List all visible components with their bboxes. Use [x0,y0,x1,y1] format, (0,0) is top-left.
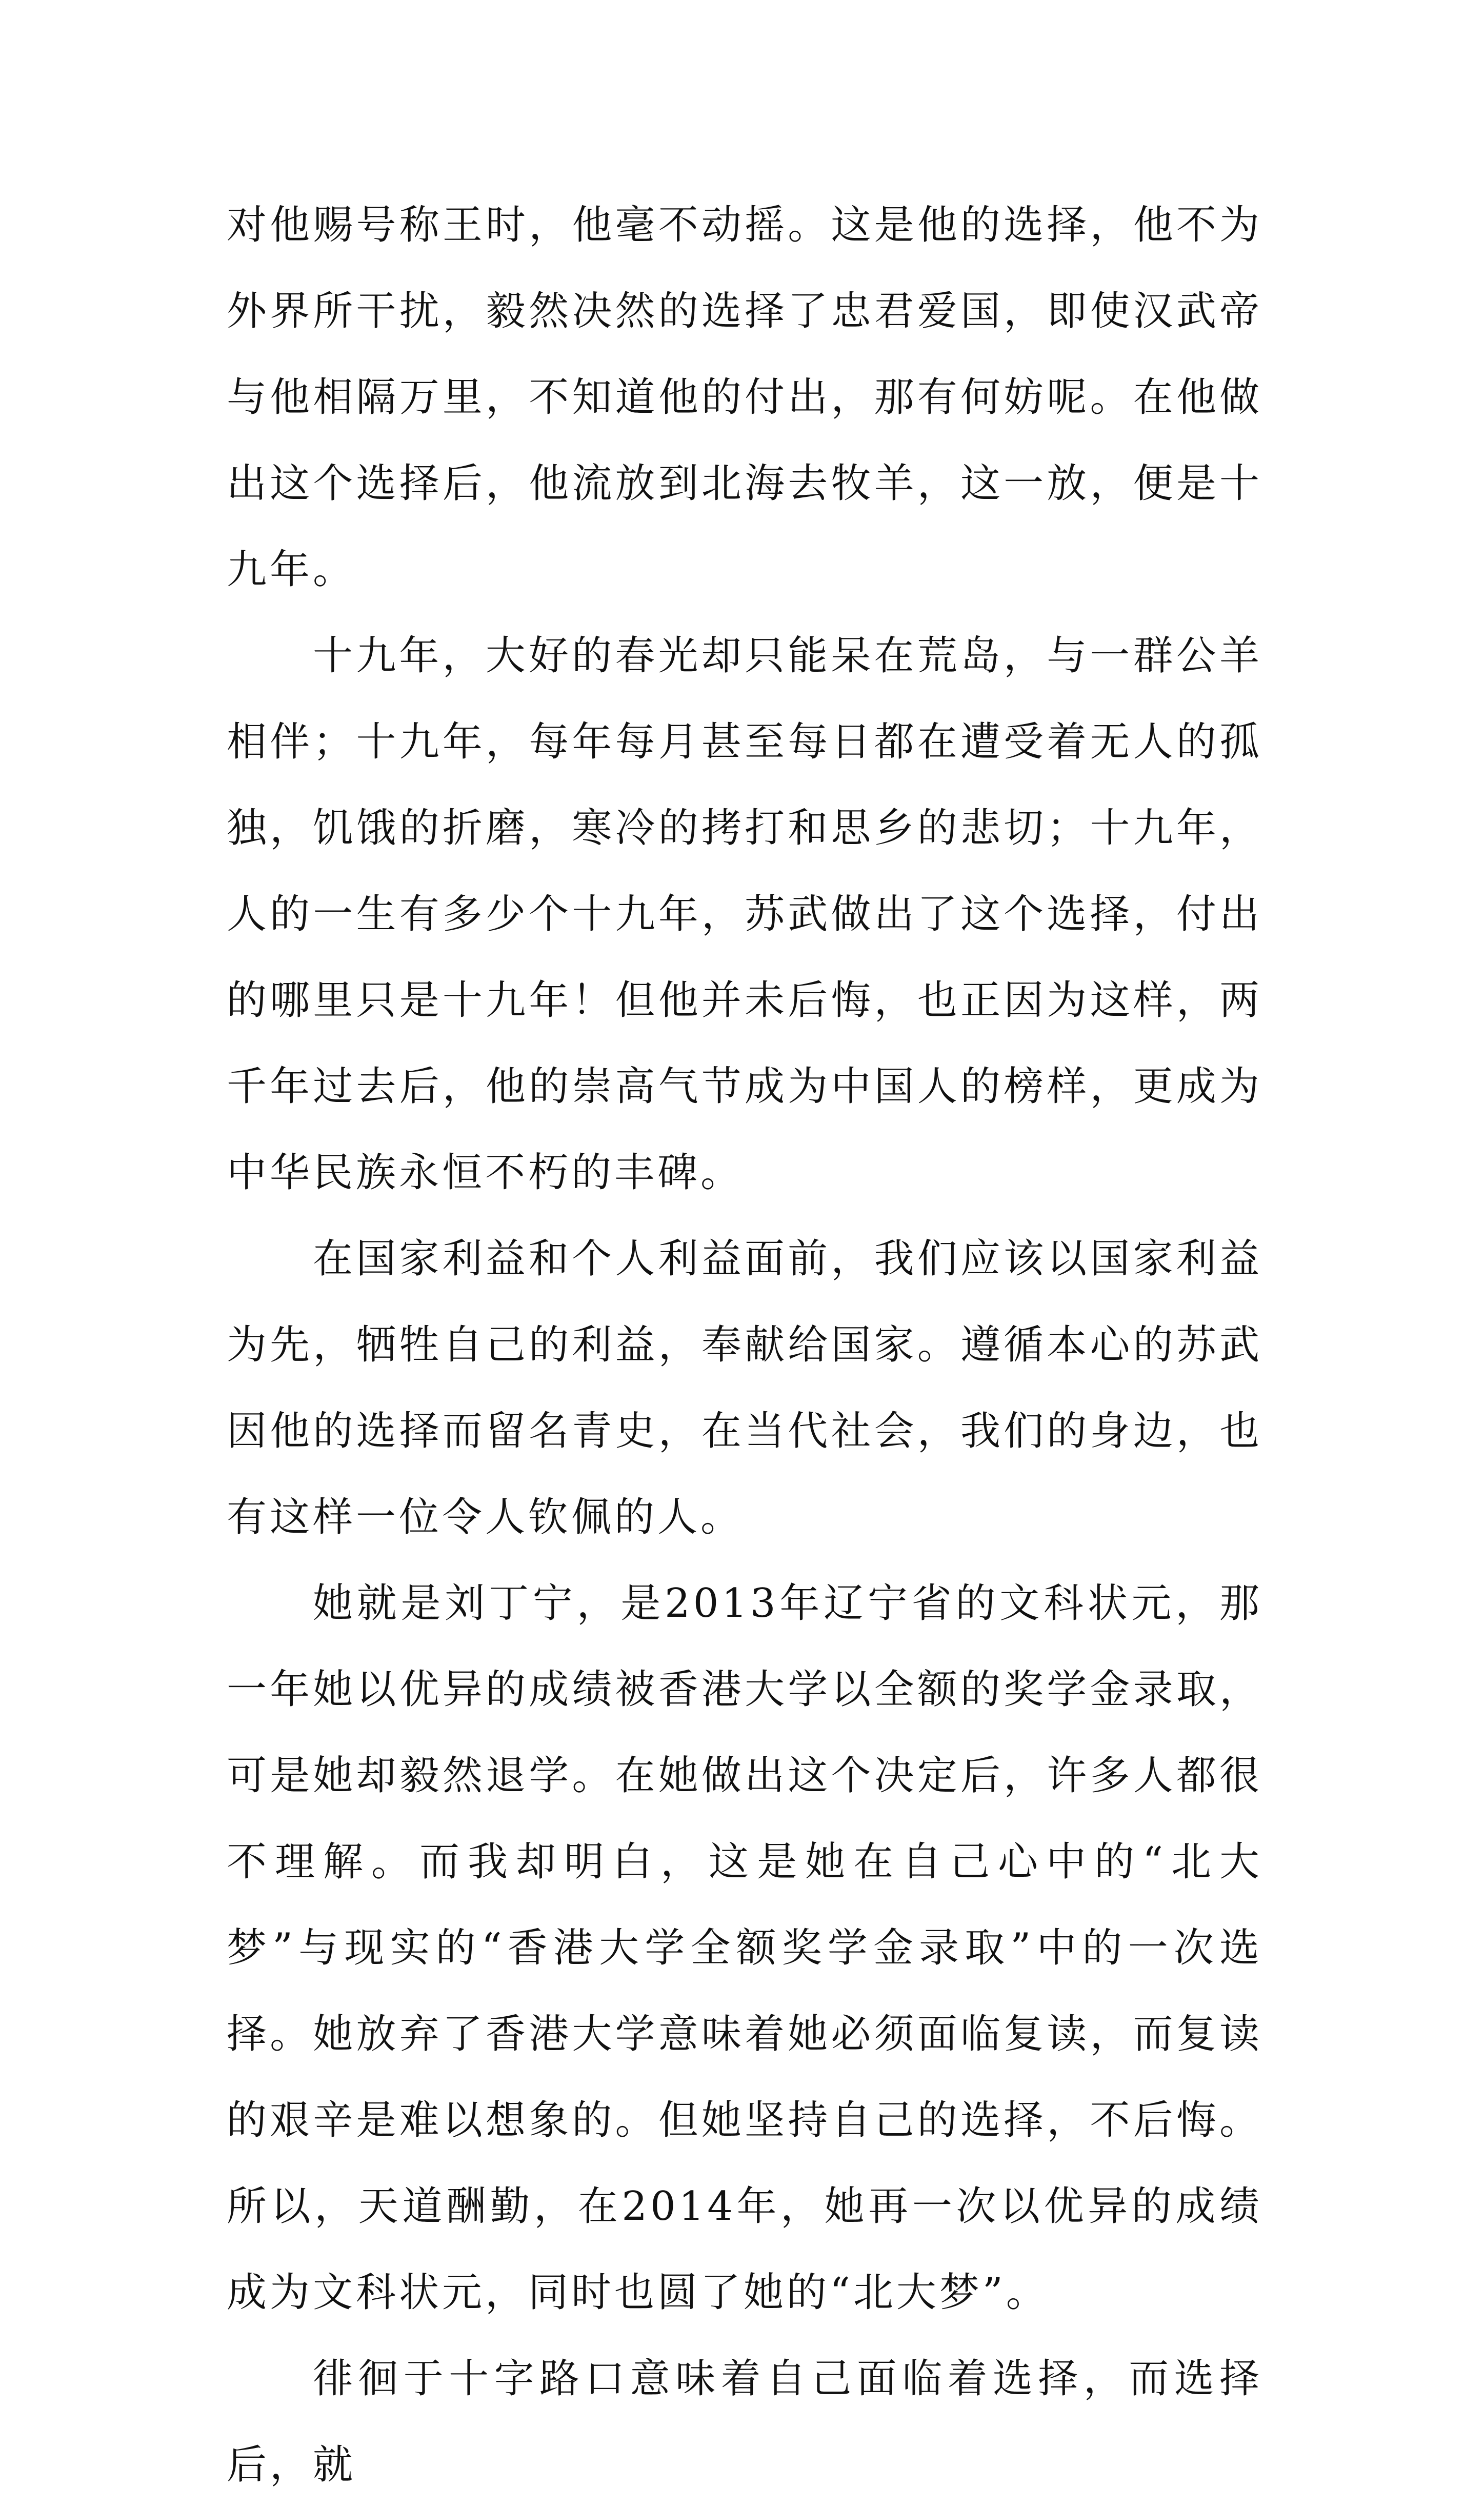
paragraph-4: 她就是刘丁宁，是2013年辽宁省的文科状元，那一年她以优异的成绩被香港大学以全额的奖学金录取，可是她却毅然退学。在她做出这个决定后，许多人都很不理解。而我却明白，这是她在自己心中的“北大梦”与现实的“香港大学全额奖学金录取”中的一次选择。她放弃了香港大学意味着她必须面临复读，而复读的艰辛是难以想象的。但她坚持自己的选择，不后悔。所以，天道酬勤，在2014年，她再一次以优异的成绩成为文科状元，同时也圆了她的“北大梦”。 [227,1580,1262,2316]
paragraph-2: 十九年，大好的春光却只能呆在荒岛，与一群公羊相伴；十九年，每年每月甚至每日都在遭受着无人的孤独，饥饿的折磨，寒冷的拷打和思乡的悲切；十九年，人的一生有多少个十九年，苏武做出了这个选择，付出的哪里只是十九年！但他并未后悔，也正因为这样，两千年过去后，他的崇高气节成为中国人的榜样，更成为中华民族永恒不朽的丰碑。 [227,633,1262,1196]
essay-body [227,182,1262,2508]
paragraph-1: 对他赐号称王时，他毫不动摇。这是他的选择，他不为外界所干扰，毅然决然的选择了忠君爱国，即使汉武帝与他相隔万里，不知道他的付出，那有何妨呢。在他做出这个选择后，他流放到北海去牧羊，这一放，便是十九年。 [227,202,1262,593]
paragraph-3: 在国家利益和个人利益面前，我们应该以国家利益为先，牺牲自己的利益，奉献给国家。遵循本心的苏武因他的选择而留名青史，在当代社会，我们的身边，也有这样一位令人钦佩的人。 [227,1236,1262,1540]
paragraph-5: 徘徊于十字路口意味着自己面临着选择，而选择后，就 [227,2356,1262,2488]
